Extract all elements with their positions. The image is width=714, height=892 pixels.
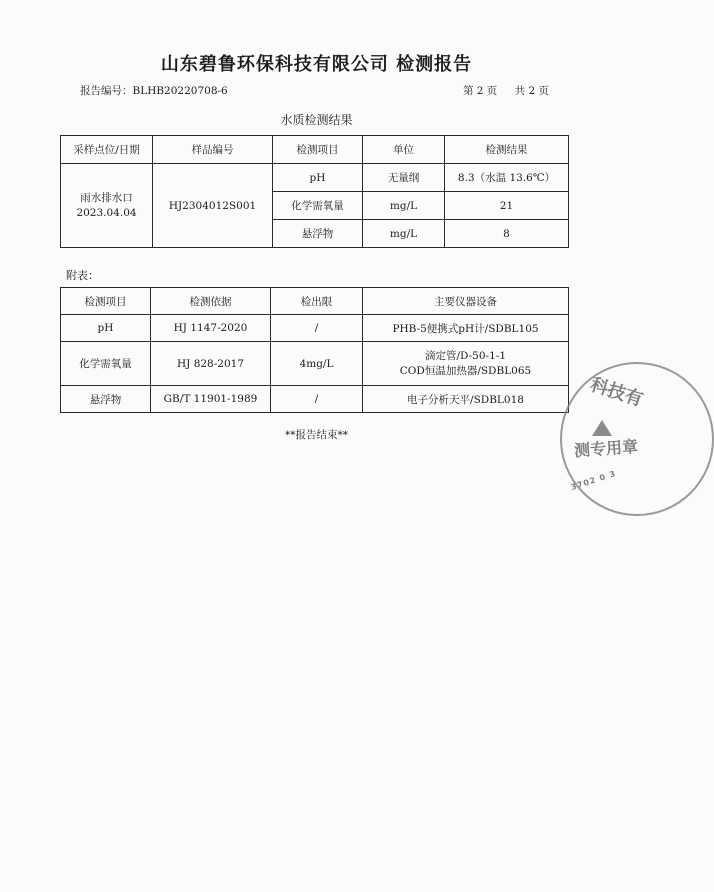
header-sample-id: 样品编号 <box>153 136 273 164</box>
detection-limit-cell: / <box>271 386 363 413</box>
page-total: 共 2 页 <box>514 85 549 97</box>
test-item-cell: 悬浮物 <box>273 220 363 248</box>
test-item-cell: 化学需氧量 <box>273 192 363 220</box>
equipment-line: 滴定管/D-50-1-1 <box>424 349 507 362</box>
unit-cell: 无量纲 <box>363 164 445 192</box>
result-cell: 21 <box>445 192 569 220</box>
equipment-line: COD恒温加热器/SDBL065 <box>399 364 532 377</box>
table-row <box>61 315 569 342</box>
results-section-title: 水质检测结果 <box>280 113 353 127</box>
table-row <box>61 164 569 192</box>
document-title: 山东碧鲁环保科技有限公司 检测报告 <box>160 54 473 75</box>
test-item-cell: pH <box>273 164 363 192</box>
header-result: 检测结果 <box>445 136 569 164</box>
equipment-cell: PHB-5便携式pH计/SDBL105 <box>363 315 569 342</box>
header-detection-limit: 检出限 <box>271 288 363 315</box>
test-basis-cell: GB/T 11901-1989 <box>151 386 271 413</box>
seal-top-text: 科技有 <box>587 374 646 411</box>
detection-limit-cell: / <box>271 315 363 342</box>
water-quality-results-table <box>60 135 569 248</box>
report-number: 报告编号：BLHB20220708-6 <box>80 85 228 97</box>
header-test-item: 检测项目 <box>273 136 363 164</box>
test-basis-cell: HJ 828-2017 <box>151 342 271 386</box>
table-header-row <box>61 136 569 164</box>
result-cell: 8.3（水温 13.6℃） <box>445 164 569 192</box>
table-header-row <box>61 288 569 315</box>
result-cell: 8 <box>445 220 569 248</box>
equipment-cell: 电子分析天平/SDBL018 <box>363 386 569 413</box>
sampling-date: 2023.04.04 <box>76 206 137 219</box>
report-end-mark: **报告结束** <box>285 429 348 441</box>
header-test-item: 检测项目 <box>61 288 151 315</box>
header-equipment: 主要仪器设备 <box>363 288 569 315</box>
annex-table <box>60 287 569 413</box>
seal-middle-text: 测专用章 <box>573 436 639 461</box>
table-row <box>61 342 569 386</box>
page-current: 第 2 页 <box>462 85 498 97</box>
location-date-cell <box>61 164 153 248</box>
unit-cell: mg/L <box>363 220 445 248</box>
page-indicator <box>449 83 549 98</box>
unit-cell: mg/L <box>363 192 445 220</box>
test-item-cell: pH <box>61 315 151 342</box>
table-row <box>61 386 569 413</box>
test-basis-cell: HJ 1147-2020 <box>151 315 271 342</box>
seal-star-icon <box>592 420 612 436</box>
header-test-basis: 检测依据 <box>151 288 271 315</box>
sample-id-cell: HJ2304012S001 <box>153 164 273 248</box>
annex-label: 附表： <box>66 269 99 282</box>
detection-limit-cell: 4mg/L <box>271 342 363 386</box>
test-item-cell: 悬浮物 <box>61 386 151 413</box>
header-location-date: 采样点位/日期 <box>61 136 153 164</box>
sampling-location: 雨水排水口 <box>80 191 133 204</box>
seal-number: 3702 0 3 <box>569 468 618 493</box>
equipment-cell <box>363 342 569 386</box>
header-unit: 单位 <box>363 136 445 164</box>
test-item-cell: 化学需氧量 <box>61 342 151 386</box>
company-seal-stamp <box>560 362 714 516</box>
